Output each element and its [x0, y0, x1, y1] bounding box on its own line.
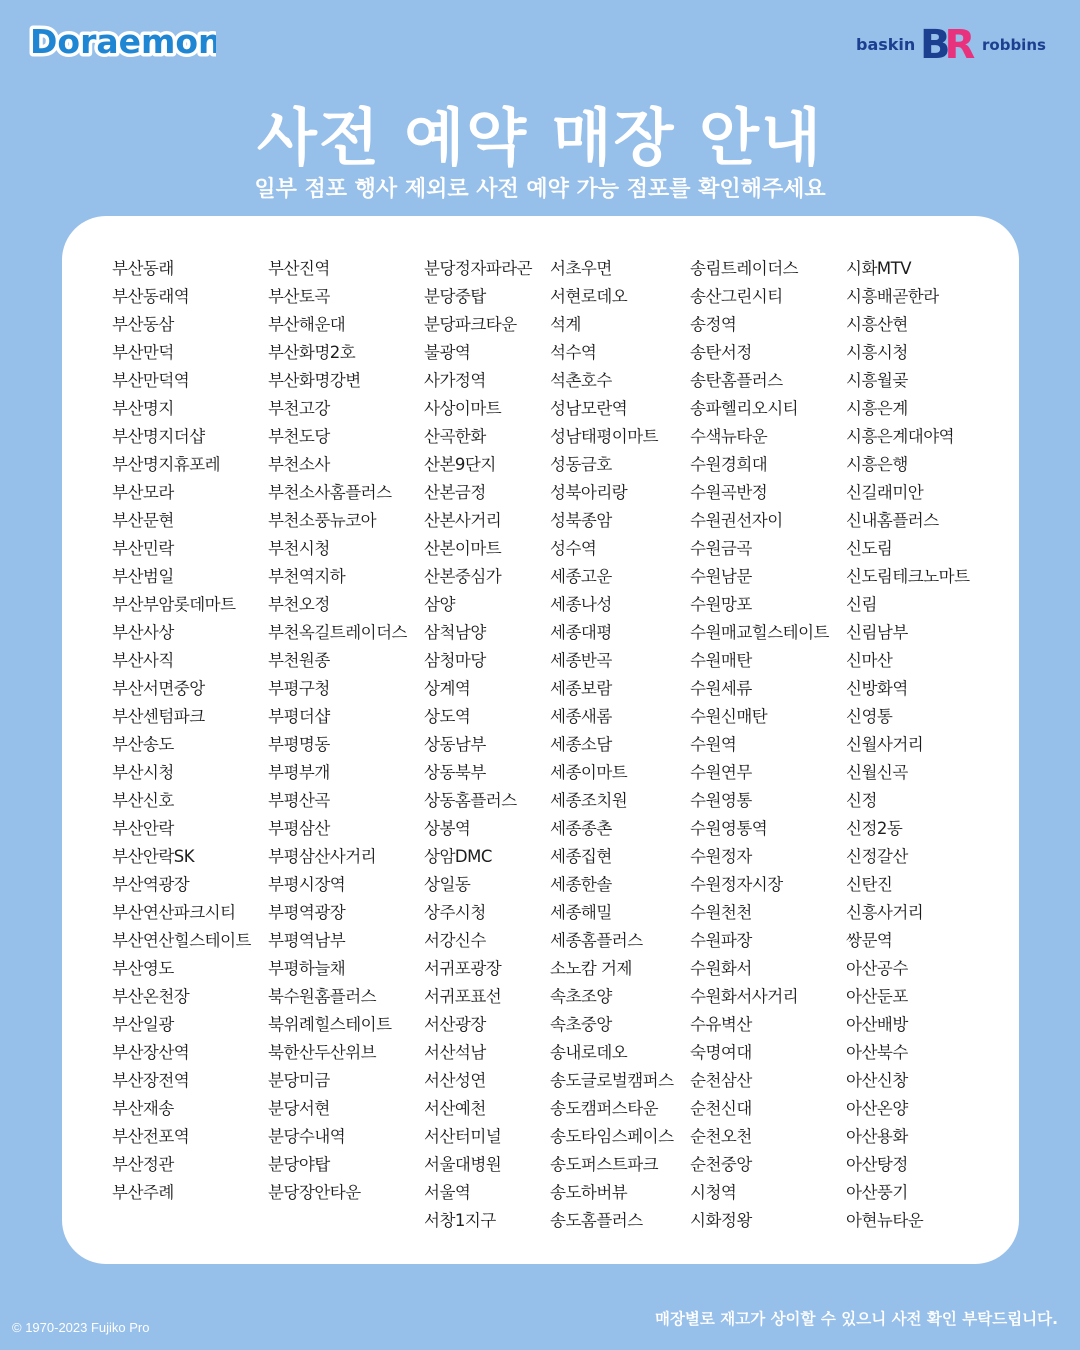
page-title: 사전 예약 매장 안내 — [257, 101, 823, 174]
store-item: 수원경희대 — [690, 455, 768, 474]
baskin-text: baskin — [856, 35, 916, 54]
store-item: 부산재송 — [112, 1099, 174, 1118]
store-item: 송정역 — [690, 315, 737, 334]
store-item: 성북종암 — [550, 511, 612, 530]
doraemon-logo — [26, 20, 216, 62]
store-item: 부산사상 — [112, 623, 174, 642]
store-item: 산본사거리 — [424, 511, 502, 530]
store-item: 부산해운대 — [268, 315, 346, 334]
store-item: 부산시청 — [112, 763, 174, 782]
store-item: 사상이마트 — [424, 399, 502, 418]
store-item: 세종새롬 — [550, 707, 612, 726]
store-item: 부평하늘채 — [268, 959, 346, 978]
store-list-card — [62, 216, 1019, 1264]
store-item: 성남태평이마트 — [550, 427, 659, 446]
store-item: 분당중탑 — [424, 287, 486, 306]
store-item: 속초중앙 — [550, 1015, 612, 1034]
store-item: 서울대병원 — [424, 1155, 502, 1174]
store-item: 상암DMC — [424, 847, 492, 866]
store-item: 아현뉴타운 — [846, 1211, 924, 1230]
store-item: 부천원종 — [268, 651, 330, 670]
store-item: 아산용화 — [846, 1127, 908, 1146]
baskin-robbins-logo — [856, 20, 1056, 66]
store-item: 수원남문 — [690, 567, 752, 586]
store-item: 아산풍기 — [846, 1183, 908, 1202]
store-item: 부천소풍뉴코아 — [268, 511, 377, 530]
store-item: 신림남부 — [846, 623, 908, 642]
store-item: 석촌호수 — [550, 371, 612, 390]
store-item: 수원세류 — [690, 679, 752, 698]
store-item: 수원정자시장 — [690, 875, 783, 894]
store-item: 성수역 — [550, 539, 597, 558]
store-item: 부산명지휴포레 — [112, 455, 221, 474]
store-item: 신정 — [846, 791, 877, 810]
store-item: 서귀포표선 — [424, 987, 502, 1006]
br-mark-icon: BR — [920, 22, 976, 66]
store-item: 세종소담 — [550, 735, 612, 754]
store-item: 북위례힐스테이트 — [268, 1015, 392, 1034]
store-item: 부산장산역 — [112, 1043, 190, 1062]
store-item: 분당정자파라곤 — [424, 259, 533, 278]
store-item: 산본이마트 — [424, 539, 502, 558]
store-item: 부산화명2호 — [268, 343, 356, 362]
store-item: 부천소사홈플러스 — [268, 483, 392, 502]
store-item: 부산안락SK — [112, 847, 195, 866]
store-item: 부산동삼 — [112, 315, 174, 334]
store-item: 상도역 — [424, 707, 471, 726]
store-item: 부산만덕 — [112, 343, 174, 362]
store-item: 시화정왕 — [690, 1211, 752, 1230]
store-item: 산본9단지 — [424, 455, 496, 474]
store-item: 송도홈플러스 — [550, 1211, 643, 1230]
store-item: 분당미금 — [268, 1071, 330, 1090]
store-item: 수원망포 — [690, 595, 752, 614]
store-item: 시화MTV — [846, 259, 911, 278]
store-item: 부산화명강변 — [268, 371, 361, 390]
store-item: 성동금호 — [550, 455, 612, 474]
store-item: 부평산곡 — [268, 791, 330, 810]
store-item: 송파헬리오시티 — [690, 399, 799, 418]
store-item: 삼청마당 — [424, 651, 486, 670]
store-column-6 — [846, 256, 970, 1236]
store-item: 신흥사거리 — [846, 903, 924, 922]
store-item: 수원곡반정 — [690, 483, 768, 502]
store-item: 신방화역 — [846, 679, 908, 698]
store-item: 신내홈플러스 — [846, 511, 939, 530]
store-item: 분당야탑 — [268, 1155, 330, 1174]
robbins-text: robbins — [982, 36, 1046, 54]
store-item: 부평명동 — [268, 735, 330, 754]
store-item: 부산일광 — [112, 1015, 174, 1034]
store-item: 순천신대 — [690, 1099, 752, 1118]
doraemon-logo-text: Doraemon — [30, 22, 216, 61]
store-item: 서강신수 — [424, 931, 486, 950]
store-item: 송림트레이더스 — [690, 259, 799, 278]
store-item: 수원신매탄 — [690, 707, 768, 726]
store-item: 수유벽산 — [690, 1015, 752, 1034]
store-item: 부평부개 — [268, 763, 330, 782]
store-item: 석수역 — [550, 343, 597, 362]
store-item: 송탄서정 — [690, 343, 752, 362]
store-item: 수색뉴타운 — [690, 427, 768, 446]
store-item: 시흥시청 — [846, 343, 908, 362]
store-item: 수원화서사거리 — [690, 987, 799, 1006]
store-item: 송내로데오 — [550, 1043, 628, 1062]
store-item: 성북아리랑 — [550, 483, 628, 502]
store-item: 신영통 — [846, 707, 893, 726]
store-item: 석계 — [550, 315, 581, 334]
store-item: 서귀포광장 — [424, 959, 502, 978]
store-item: 부산영도 — [112, 959, 174, 978]
store-item: 부산센텀파크 — [112, 707, 205, 726]
store-column-3 — [424, 256, 532, 1236]
store-item: 수원영통역 — [690, 819, 768, 838]
store-item: 부산서면중앙 — [112, 679, 205, 698]
store-item: 세종보람 — [550, 679, 612, 698]
store-item: 순천삼산 — [690, 1071, 752, 1090]
store-item: 아산배방 — [846, 1015, 908, 1034]
store-item: 아산둔포 — [846, 987, 908, 1006]
store-item: 순천중앙 — [690, 1155, 752, 1174]
store-item: 부천소사 — [268, 455, 330, 474]
store-item: 부산범일 — [112, 567, 174, 586]
store-item: 수원파장 — [690, 931, 752, 950]
store-item: 신도림테크노마트 — [846, 567, 970, 586]
store-item: 서초우면 — [550, 259, 612, 278]
store-item: 시청역 — [690, 1183, 737, 1202]
store-item: 사가정역 — [424, 371, 486, 390]
store-item: 서울역 — [424, 1183, 471, 1202]
store-item: 상동남부 — [424, 735, 486, 754]
store-item: 서산석남 — [424, 1043, 486, 1062]
store-item: 상봉역 — [424, 819, 471, 838]
store-item: 부산명지더샵 — [112, 427, 205, 446]
store-item: 신정갈산 — [846, 847, 908, 866]
store-item: 아산북수 — [846, 1043, 908, 1062]
store-item: 세종나성 — [550, 595, 612, 614]
store-column-5 — [690, 256, 829, 1236]
store-item: 송도타임스페이스 — [550, 1127, 674, 1146]
store-item: 부천역지하 — [268, 567, 346, 586]
stock-notice: 매장별로 재고가 상이할 수 있으니 사전 확인 부탁드립니다. — [654, 1310, 1058, 1328]
store-item: 부산동래역 — [112, 287, 190, 306]
store-item: 신월사거리 — [846, 735, 924, 754]
store-item: 부산사직 — [112, 651, 174, 670]
store-item: 송탄홈플러스 — [690, 371, 783, 390]
store-item: 신도림 — [846, 539, 893, 558]
store-item: 부산연산파크시티 — [112, 903, 236, 922]
store-item: 분당장안타운 — [268, 1183, 361, 1202]
store-item: 수원권선자이 — [690, 511, 783, 530]
store-item: 상계역 — [424, 679, 471, 698]
store-item: 수원매탄 — [690, 651, 752, 670]
store-item: 세종해밀 — [550, 903, 612, 922]
store-item: 세종조치원 — [550, 791, 628, 810]
store-item: 시흥배곧한라 — [846, 287, 939, 306]
store-item: 부천오정 — [268, 595, 330, 614]
store-item: 부산모라 — [112, 483, 174, 502]
store-item: 아산탕정 — [846, 1155, 908, 1174]
store-item: 수원정자 — [690, 847, 752, 866]
store-item: 신마산 — [846, 651, 893, 670]
store-item: 송도캠퍼스타운 — [550, 1099, 659, 1118]
store-item: 산본중심가 — [424, 567, 502, 586]
store-item: 부산부암롯데마트 — [112, 595, 236, 614]
store-item: 부산주례 — [112, 1183, 174, 1202]
store-item: 부산연산힐스테이트 — [112, 931, 251, 950]
store-item: 신월신곡 — [846, 763, 908, 782]
store-item: 서산예천 — [424, 1099, 486, 1118]
page-subtitle: 일부 점포 행사 제외로 사전 예약 가능 점포를 확인해주세요 — [254, 177, 826, 202]
store-item: 부산토곡 — [268, 287, 330, 306]
store-item: 부산정관 — [112, 1155, 174, 1174]
store-item: 신림 — [846, 595, 877, 614]
store-item: 소노캄 거제 — [550, 959, 632, 978]
store-item: 순천오천 — [690, 1127, 752, 1146]
store-item: 수원매교힐스테이트 — [690, 623, 829, 642]
store-item: 부천도당 — [268, 427, 330, 446]
store-item: 세종반곡 — [550, 651, 612, 670]
store-item: 분당수내역 — [268, 1127, 346, 1146]
store-item: 세종홈플러스 — [550, 931, 643, 950]
store-item: 서창1지구 — [424, 1211, 496, 1230]
store-item: 시흥은행 — [846, 455, 908, 474]
store-item: 부산장전역 — [112, 1071, 190, 1090]
store-item: 쌍문역 — [846, 931, 893, 950]
store-item: 아산온양 — [846, 1099, 908, 1118]
store-item: 부산문현 — [112, 511, 174, 530]
store-item: 시흥산현 — [846, 315, 908, 334]
store-item: 속초조양 — [550, 987, 612, 1006]
store-item: 부산민락 — [112, 539, 174, 558]
copyright-text: © 1970-2023 Fujiko Pro — [12, 1320, 150, 1335]
store-item: 아산공수 — [846, 959, 908, 978]
store-item: 북한산두산위브 — [268, 1043, 377, 1062]
store-item: 상일동 — [424, 875, 471, 894]
store-item: 부평더샵 — [268, 707, 330, 726]
store-item: 부산송도 — [112, 735, 174, 754]
store-item: 신탄진 — [846, 875, 893, 894]
store-item: 부산신호 — [112, 791, 174, 810]
store-item: 부천시청 — [268, 539, 330, 558]
store-item: 신길래미안 — [846, 483, 924, 502]
store-item: 부평역남부 — [268, 931, 346, 950]
store-item: 송도하버뷰 — [550, 1183, 628, 1202]
store-item: 부평시장역 — [268, 875, 346, 894]
store-item: 부천고강 — [268, 399, 330, 418]
store-column-2 — [268, 256, 407, 1208]
store-item: 부산명지 — [112, 399, 174, 418]
store-item: 부산진역 — [268, 259, 330, 278]
store-item: 상동북부 — [424, 763, 486, 782]
store-item: 부평삼산 — [268, 819, 330, 838]
store-item: 수원연무 — [690, 763, 752, 782]
store-item: 산곡한화 — [424, 427, 486, 446]
store-item: 수원화서 — [690, 959, 752, 978]
store-item: 세종집현 — [550, 847, 612, 866]
store-item: 부산전포역 — [112, 1127, 190, 1146]
store-item: 시흥은계대야역 — [846, 427, 955, 446]
store-item: 상주시청 — [424, 903, 486, 922]
store-column-1 — [112, 256, 251, 1208]
store-item: 서현로데오 — [550, 287, 628, 306]
store-column-4 — [550, 256, 674, 1236]
store-item: 아산신창 — [846, 1071, 908, 1090]
store-item: 산본금정 — [424, 483, 486, 502]
store-item: 숙명여대 — [690, 1043, 752, 1062]
store-item: 분당서현 — [268, 1099, 330, 1118]
store-item: 수원금곡 — [690, 539, 752, 558]
store-item: 삼척남양 — [424, 623, 486, 642]
store-item: 세종대평 — [550, 623, 612, 642]
store-item: 상동홈플러스 — [424, 791, 517, 810]
store-item: 세종종촌 — [550, 819, 612, 838]
store-item: 서산광장 — [424, 1015, 486, 1034]
store-item: 송산그린시티 — [690, 287, 783, 306]
store-item: 부평삼산사거리 — [268, 847, 377, 866]
store-item: 북수원홈플러스 — [268, 987, 377, 1006]
store-item: 세종한솔 — [550, 875, 612, 894]
store-item: 시흥월곶 — [846, 371, 908, 390]
store-item: 부평역광장 — [268, 903, 346, 922]
store-item: 세종고운 — [550, 567, 612, 586]
store-item: 수원역 — [690, 735, 737, 754]
store-item: 송도퍼스트파크 — [550, 1155, 659, 1174]
store-item: 부산온천장 — [112, 987, 190, 1006]
store-item: 부산만덕역 — [112, 371, 190, 390]
store-item: 서산터미널 — [424, 1127, 502, 1146]
store-item: 수원천천 — [690, 903, 752, 922]
store-item: 수원영통 — [690, 791, 752, 810]
store-item: 신정2동 — [846, 819, 903, 838]
store-item: 분당파크타운 — [424, 315, 517, 334]
store-item: 불광역 — [424, 343, 471, 362]
store-item: 시흥은계 — [846, 399, 908, 418]
store-item: 부산안락 — [112, 819, 174, 838]
store-item: 송도글로벌캠퍼스 — [550, 1071, 674, 1090]
store-item: 성남모란역 — [550, 399, 628, 418]
store-item: 부산동래 — [112, 259, 174, 278]
store-item: 부산역광장 — [112, 875, 190, 894]
store-item: 서산성연 — [424, 1071, 486, 1090]
store-item: 부평구청 — [268, 679, 330, 698]
store-item: 세종이마트 — [550, 763, 628, 782]
store-item: 부천옥길트레이더스 — [268, 623, 407, 642]
store-item: 삼양 — [424, 595, 455, 614]
